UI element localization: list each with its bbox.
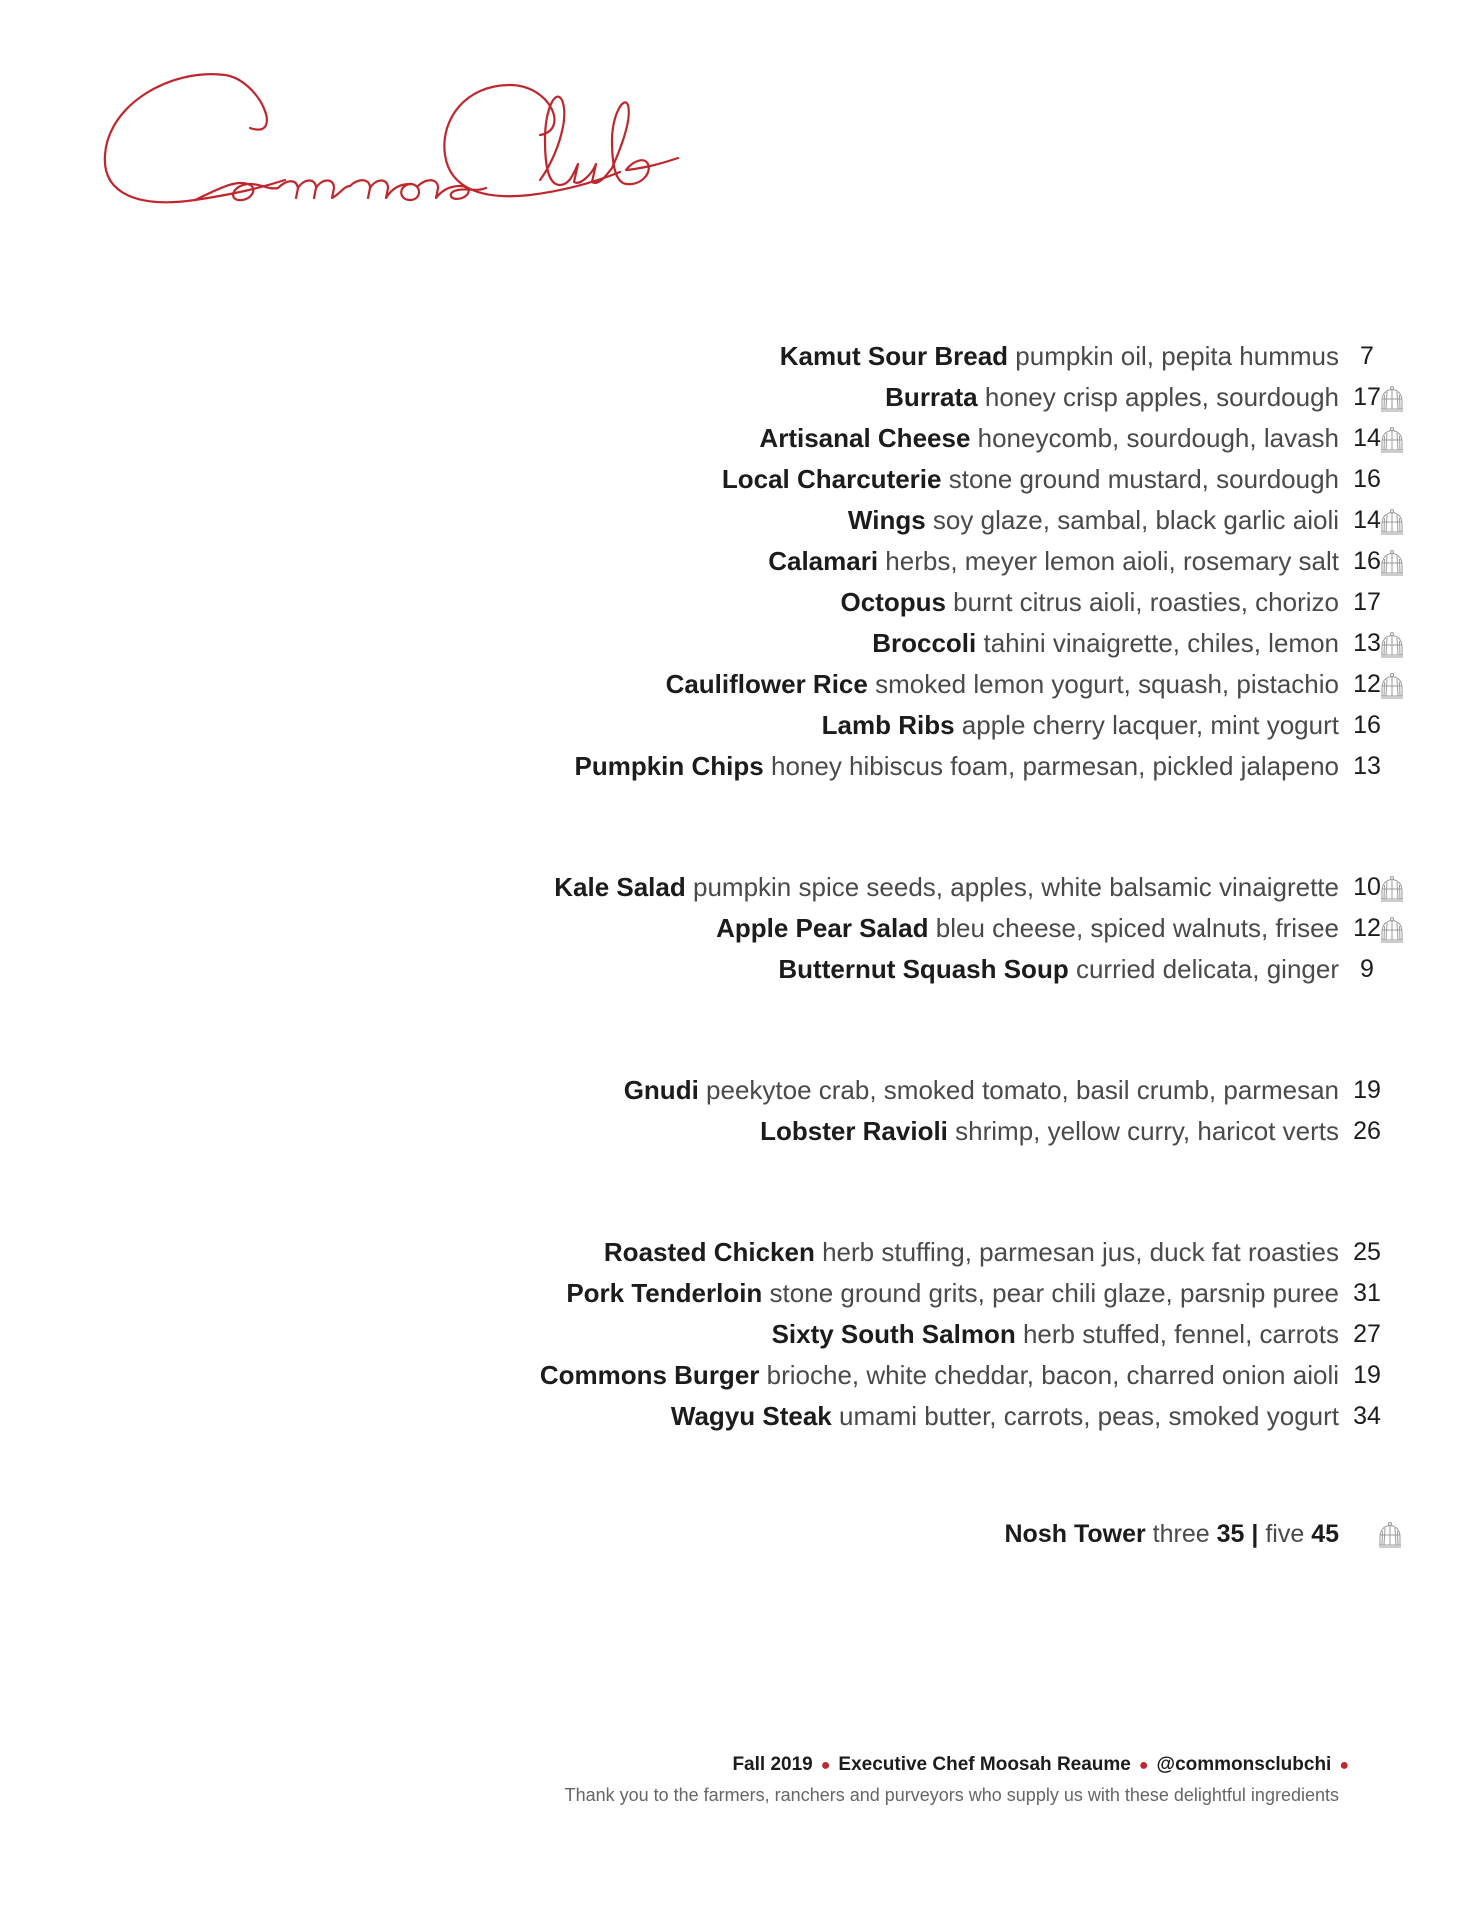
item-price: 16 bbox=[1353, 465, 1381, 493]
birdcage-icon bbox=[1378, 549, 1406, 577]
item-name: Broccoli bbox=[872, 628, 977, 658]
item-description: honey hibiscus foam, parmesan, pickled jalapeno bbox=[770, 751, 1339, 781]
item-description: pumpkin oil, pepita hummus bbox=[1015, 341, 1339, 371]
red-dot-bullet: ● bbox=[820, 1757, 831, 1774]
item-description: brioche, white cheddar, bacon, charred onion aioli bbox=[766, 1360, 1339, 1390]
menu-item bbox=[0, 1232, 1484, 1273]
birdcage-icon bbox=[1378, 508, 1406, 536]
item-name: Local Charcuterie bbox=[721, 464, 942, 494]
item-description: honeycomb, sourdough, lavash bbox=[977, 423, 1339, 453]
menu-item bbox=[0, 1070, 1484, 1111]
item-name: Artisanal Cheese bbox=[759, 423, 971, 453]
commons-club-logo bbox=[100, 60, 820, 250]
menu-item bbox=[0, 1314, 1484, 1355]
footer bbox=[565, 1750, 1349, 1810]
item-name: Commons Burger bbox=[539, 1360, 760, 1390]
item-price: 19 bbox=[1353, 1361, 1381, 1389]
menu-item bbox=[0, 949, 1484, 990]
item-description: herb stuffed, fennel, carrots bbox=[1022, 1319, 1339, 1349]
nosh-name: Nosh Tower bbox=[1004, 1520, 1146, 1548]
item-description: herb stuffing, parmesan jus, duck fat roasties bbox=[822, 1237, 1339, 1267]
item-description: curried delicata, ginger bbox=[1075, 954, 1339, 984]
menu-item bbox=[0, 377, 1484, 418]
item-name: Pork Tenderloin bbox=[566, 1278, 763, 1308]
item-name: Wings bbox=[847, 505, 926, 535]
birdcage-icon bbox=[1378, 672, 1406, 700]
item-name: Octopus bbox=[840, 587, 946, 617]
menu-item bbox=[0, 623, 1484, 664]
item-name: Kale Salad bbox=[554, 872, 686, 902]
item-name: Lamb Ribs bbox=[821, 710, 955, 740]
menu-item bbox=[0, 1273, 1484, 1314]
item-price: 13 bbox=[1353, 752, 1381, 780]
footer-chef: Executive Chef Moosah Reaume bbox=[838, 1754, 1131, 1775]
item-name: Calamari bbox=[768, 546, 879, 576]
menu-item bbox=[0, 1396, 1484, 1437]
menu-item bbox=[0, 541, 1484, 582]
item-price: 12 bbox=[1353, 914, 1381, 942]
menu bbox=[0, 336, 1484, 1555]
item-price: 14 bbox=[1353, 424, 1381, 452]
red-dot-bullet: ● bbox=[1339, 1757, 1349, 1774]
item-name: Sixty South Salmon bbox=[771, 1319, 1016, 1349]
item-description: burnt citrus aioli, roasties, chorizo bbox=[953, 587, 1339, 617]
item-price: 16 bbox=[1353, 711, 1381, 739]
birdcage-icon bbox=[1378, 631, 1406, 659]
section-spacer bbox=[0, 1152, 1484, 1232]
item-name: Lobster Ravioli bbox=[760, 1116, 948, 1146]
menu-item bbox=[0, 1355, 1484, 1396]
birdcage-icon bbox=[1378, 426, 1406, 454]
nosh-five-label: five bbox=[1265, 1520, 1305, 1548]
menu-item bbox=[0, 1111, 1484, 1152]
footer-handle: @commonsclubchi bbox=[1156, 1754, 1332, 1775]
menu-item bbox=[0, 664, 1484, 705]
birdcage-icon bbox=[1378, 385, 1406, 413]
item-price: 9 bbox=[1360, 955, 1374, 983]
menu-item bbox=[0, 705, 1484, 746]
item-name: Butternut Squash Soup bbox=[778, 954, 1069, 984]
item-price: 16 bbox=[1353, 547, 1381, 575]
item-price: 17 bbox=[1353, 588, 1381, 616]
item-name: Gnudi bbox=[623, 1075, 699, 1105]
item-price: 12 bbox=[1353, 670, 1381, 698]
item-description: umami butter, carrots, peas, smoked yogurt bbox=[839, 1401, 1339, 1431]
nosh-tower bbox=[0, 1514, 1484, 1555]
birdcage-icon bbox=[1378, 916, 1406, 944]
nosh-five-price: 45 bbox=[1311, 1520, 1339, 1548]
item-name: Burrata bbox=[885, 382, 978, 412]
item-description: pumpkin spice seeds, apples, white balsamic vinaigrette bbox=[692, 872, 1339, 902]
menu-item bbox=[0, 336, 1484, 377]
menu-item bbox=[0, 459, 1484, 500]
menu-item bbox=[0, 746, 1484, 787]
item-price: 10 bbox=[1353, 873, 1381, 901]
item-description: shrimp, yellow curry, haricot verts bbox=[955, 1116, 1339, 1146]
item-description: tahini vinaigrette, chiles, lemon bbox=[983, 628, 1339, 658]
item-price: 26 bbox=[1353, 1117, 1381, 1145]
item-name: Wagyu Steak bbox=[670, 1401, 832, 1431]
menu-section-pasta bbox=[0, 1070, 1484, 1152]
item-name: Roasted Chicken bbox=[603, 1237, 815, 1267]
item-description: stone ground grits, pear chili glaze, parsnip puree bbox=[769, 1278, 1339, 1308]
birdcage-icon bbox=[1376, 1521, 1404, 1549]
section-spacer bbox=[0, 1437, 1484, 1514]
item-name: Pumpkin Chips bbox=[574, 751, 764, 781]
menu-item bbox=[0, 867, 1484, 908]
item-name: Kamut Sour Bread bbox=[779, 341, 1009, 371]
item-description: stone ground mustard, sourdough bbox=[948, 464, 1339, 494]
item-price: 31 bbox=[1353, 1279, 1381, 1307]
section-spacer bbox=[0, 787, 1484, 867]
menu-item bbox=[0, 418, 1484, 459]
birdcage-icon bbox=[1378, 875, 1406, 903]
menu-item bbox=[0, 582, 1484, 623]
nosh-three-label: three bbox=[1152, 1520, 1210, 1548]
red-dot-bullet: ● bbox=[1138, 1757, 1149, 1774]
item-price: 19 bbox=[1353, 1076, 1381, 1104]
item-price: 17 bbox=[1353, 383, 1381, 411]
item-price: 25 bbox=[1353, 1238, 1381, 1266]
item-price: 34 bbox=[1353, 1402, 1381, 1430]
nosh-three-price: 35 bbox=[1216, 1520, 1245, 1548]
menu-section-salads-soup bbox=[0, 867, 1484, 990]
item-description: smoked lemon yogurt, squash, pistachio bbox=[875, 669, 1339, 699]
menu-item bbox=[0, 500, 1484, 541]
menu-item bbox=[0, 908, 1484, 949]
footer-credits bbox=[565, 1750, 1349, 1780]
footer-season: Fall 2019 bbox=[732, 1754, 813, 1775]
menu-section-mains bbox=[0, 1232, 1484, 1437]
nosh-separator: | bbox=[1251, 1520, 1259, 1548]
item-name: Apple Pear Salad bbox=[716, 913, 929, 943]
item-description: peekytoe crab, smoked tomato, basil crumb, parmesan bbox=[706, 1075, 1339, 1105]
item-name: Cauliflower Rice bbox=[665, 669, 868, 699]
item-description: honey crisp apples, sourdough bbox=[984, 382, 1339, 412]
item-price: 7 bbox=[1360, 342, 1374, 370]
item-price: 14 bbox=[1353, 506, 1381, 534]
footer-thanks: Thank you to the farmers, ranchers and purveyors who supply us with these delightful ingredients bbox=[564, 1785, 1339, 1805]
menu-section-small-plates bbox=[0, 336, 1484, 787]
item-description: herbs, meyer lemon aioli, rosemary salt bbox=[885, 546, 1339, 576]
item-description: soy glaze, sambal, black garlic aioli bbox=[932, 505, 1339, 535]
item-price: 13 bbox=[1353, 629, 1381, 657]
item-description: apple cherry lacquer, mint yogurt bbox=[961, 710, 1339, 740]
item-description: bleu cheese, spiced walnuts, frisee bbox=[935, 913, 1339, 943]
section-spacer bbox=[0, 990, 1484, 1070]
item-price: 27 bbox=[1353, 1320, 1381, 1348]
